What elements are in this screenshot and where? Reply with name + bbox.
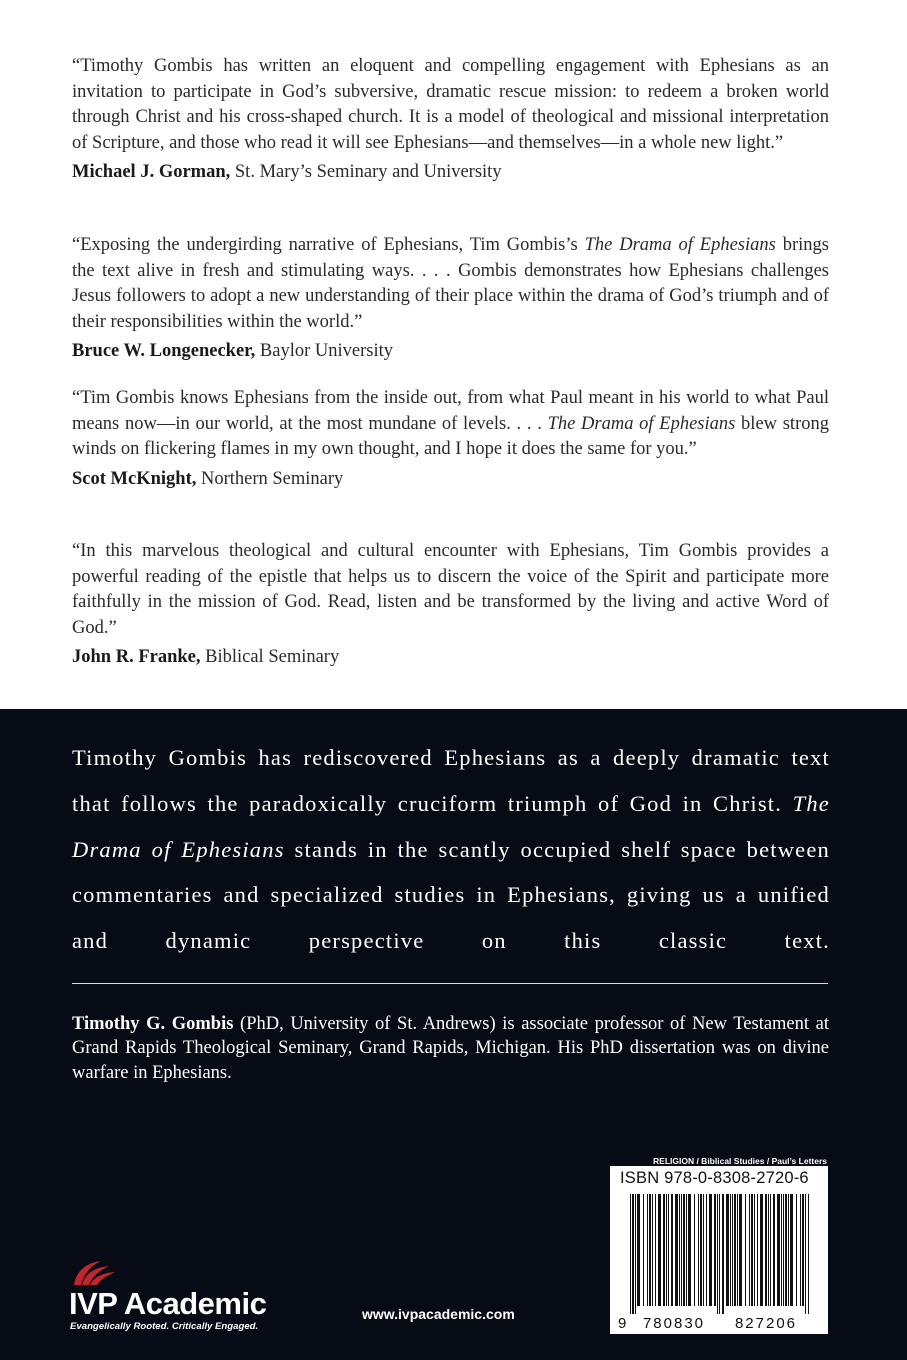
author-bio <box>72 1012 829 1085</box>
publisher-name: IVP Academic <box>69 1286 267 1321</box>
endorser-affiliation: Northern Seminary <box>196 468 344 489</box>
barcode-bar <box>675 1194 678 1306</box>
author-name: Timothy G. Gombis <box>72 1014 234 1034</box>
barcode-bar <box>668 1194 669 1306</box>
endorser-affiliation: St. Mary’s Seminary and University <box>230 162 502 183</box>
barcode-bar <box>652 1194 653 1306</box>
endorsement-text <box>72 386 829 463</box>
barcode-bar <box>739 1194 742 1306</box>
barcode-bar <box>658 1194 661 1306</box>
quote-segment: blew strong winds on flickering flames in my own thought, and I hope it does the same for you.” <box>72 413 829 460</box>
barcode-bar <box>681 1194 682 1306</box>
endorsement-2 <box>72 233 829 363</box>
barcode-bar <box>785 1194 787 1306</box>
barcode-bar <box>717 1194 718 1314</box>
barcode-bar <box>700 1194 702 1306</box>
quote-segment: brings the text alive in fresh and stimulating ways. . . . Gombis demonstrates how Ephesians challenges Jesus followers to adopt a new understanding of their place within the drama of God’s triumph and of their responsibilities within the world.” <box>72 235 829 332</box>
barcode-bar <box>630 1194 631 1314</box>
barcode-bar <box>773 1194 775 1306</box>
endorser-name: Scot McKnight, <box>72 468 197 489</box>
barcode-bar <box>737 1194 738 1306</box>
barcode-bar <box>647 1194 648 1306</box>
endorsement-attribution <box>72 160 829 184</box>
endorsement-text <box>72 233 829 335</box>
barcode-bar <box>686 1194 687 1306</box>
publisher-website[interactable]: www.ivpacademic.com <box>362 1306 515 1322</box>
barcode-bar <box>706 1194 707 1306</box>
barcode-digits: 9 <box>618 1315 629 1332</box>
endorser-affiliation: Biblical Seminary <box>200 647 340 668</box>
barcode-bar <box>783 1194 784 1306</box>
barcode-bar <box>754 1194 755 1306</box>
barcode-bar <box>808 1194 809 1314</box>
barcode-bar <box>796 1194 797 1306</box>
barcode-bar <box>671 1194 673 1306</box>
endorser-name: Michael J. Gorman, <box>72 162 231 183</box>
barcode-bar <box>781 1194 782 1306</box>
barcode-bar <box>749 1194 750 1306</box>
barcode-bar <box>635 1194 636 1314</box>
barcode-bar <box>790 1194 793 1306</box>
barcode-bar <box>751 1194 753 1306</box>
barcode-digits: 780830 <box>642 1315 706 1332</box>
publisher-tagline: Evangelically Rooted. Critically Engaged. <box>70 1321 259 1332</box>
barcode-bar <box>703 1194 704 1306</box>
barcode-bar <box>709 1194 712 1306</box>
quote-segment: “Exposing the undergirding narrative of Ephesians, Tim Gombis’s <box>72 235 585 255</box>
barcode-bar <box>732 1194 733 1306</box>
barcode-bar <box>632 1194 634 1314</box>
barcode-bar <box>777 1194 780 1306</box>
barcode-bar <box>734 1194 736 1306</box>
barcode-bar <box>722 1194 724 1314</box>
barcode-bar <box>805 1194 806 1314</box>
barcode-bar <box>649 1194 651 1306</box>
quote-segment: “In this marvelous theological and cultural encounter with Ephesians, Tim Gombis provides a powerful reading of the epistle that helps us to discern the voice of the Spirit and participate more faithfully in the mission of God. Read, listen and be transformed by the living and active Word of God.” <box>72 541 829 638</box>
barcode-bar <box>765 1194 767 1306</box>
barcode-bar <box>719 1194 720 1314</box>
barcode-bar <box>726 1194 729 1306</box>
book-title: The Drama of Ephesians <box>72 790 830 862</box>
endorsement-4 <box>72 539 829 669</box>
book-blurb <box>72 735 830 964</box>
barcode-bar <box>768 1194 769 1306</box>
barcode-bar <box>770 1194 771 1306</box>
quote-segment: “Tim Gombis knows Ephesians from the inside out, from what Paul meant in his world to what Paul means now—in our world, at the most mundane of levels. . . . <box>72 388 829 434</box>
endorsement-text <box>72 539 829 641</box>
isbn-barcode <box>610 1166 828 1334</box>
isbn-label: ISBN 978-0-8308-2720-6 <box>620 1169 809 1187</box>
barcode-bar <box>757 1194 758 1306</box>
barcode-bar <box>637 1194 640 1306</box>
description-section <box>0 709 907 1360</box>
blurb-text: stands in the scantly occupied shelf space between commentaries and specialized studies in Ephesians, giving us a unified and dynamic perspective on this classic text. <box>72 836 830 954</box>
endorser-name: John R. Franke, <box>72 647 201 668</box>
quote-segment: “Timothy Gombis has written an eloquent and compelling engagement with Ephesians as an invitation to participate in God’s subversive, dramatic rescue mission: to redeem a broken world through Christ and his cross-shaped church. It is a model of theological and missional interpretation of Scripture, and those who read it will see Ephesians—and themselves—in a whole new light.” <box>72 56 829 153</box>
blurb-text: Timothy Gombis has rediscovered Ephesians as a deeply dramatic text that follows the paradoxically cruciform triumph of God in Christ. <box>72 745 830 816</box>
barcode-bar <box>683 1194 685 1306</box>
endorsement-3 <box>72 386 829 491</box>
endorsement-attribution <box>72 645 829 669</box>
book-title: The Drama of Ephesians <box>584 235 776 255</box>
flame-logo-icon <box>71 1257 117 1287</box>
barcode-digits: 827206 <box>734 1315 798 1332</box>
barcode-bar <box>698 1194 699 1306</box>
barcode-bar <box>802 1194 804 1306</box>
barcode-bar <box>643 1194 644 1306</box>
barcode-bar <box>679 1194 680 1306</box>
divider <box>72 983 828 984</box>
category-label: RELIGION / Biblical Studies / Paul’s Letters <box>653 1156 827 1166</box>
endorsement-text <box>72 54 829 156</box>
barcode-bar <box>730 1194 731 1306</box>
author-bio-text: (PhD, University of St. Andrews) is associate professor of New Testament at Grand Rapids Theological Seminary, Grand Rapids, Michigan. His PhD dissertation was on divine warfare in Ephesians. <box>72 1014 829 1083</box>
barcode-bar <box>800 1194 801 1306</box>
endorsement-attribution <box>72 339 829 363</box>
endorsement-1 <box>72 54 829 184</box>
barcode-bar <box>694 1194 695 1306</box>
barcode-bar <box>688 1194 691 1306</box>
endorser-name: Bruce W. Longenecker, <box>72 341 256 362</box>
book-title: The Drama of Ephesians <box>547 413 736 434</box>
barcode-bar <box>788 1194 789 1306</box>
barcode-bar <box>714 1194 716 1306</box>
barcode-bar <box>745 1194 746 1306</box>
barcode-bar <box>760 1194 763 1306</box>
endorsement-attribution <box>72 467 829 491</box>
barcode-bar <box>666 1194 667 1306</box>
endorser-affiliation: Baylor University <box>255 341 393 362</box>
barcode-bar <box>655 1194 656 1306</box>
barcode-graphic <box>610 1166 828 1334</box>
barcode-bar <box>663 1194 665 1306</box>
